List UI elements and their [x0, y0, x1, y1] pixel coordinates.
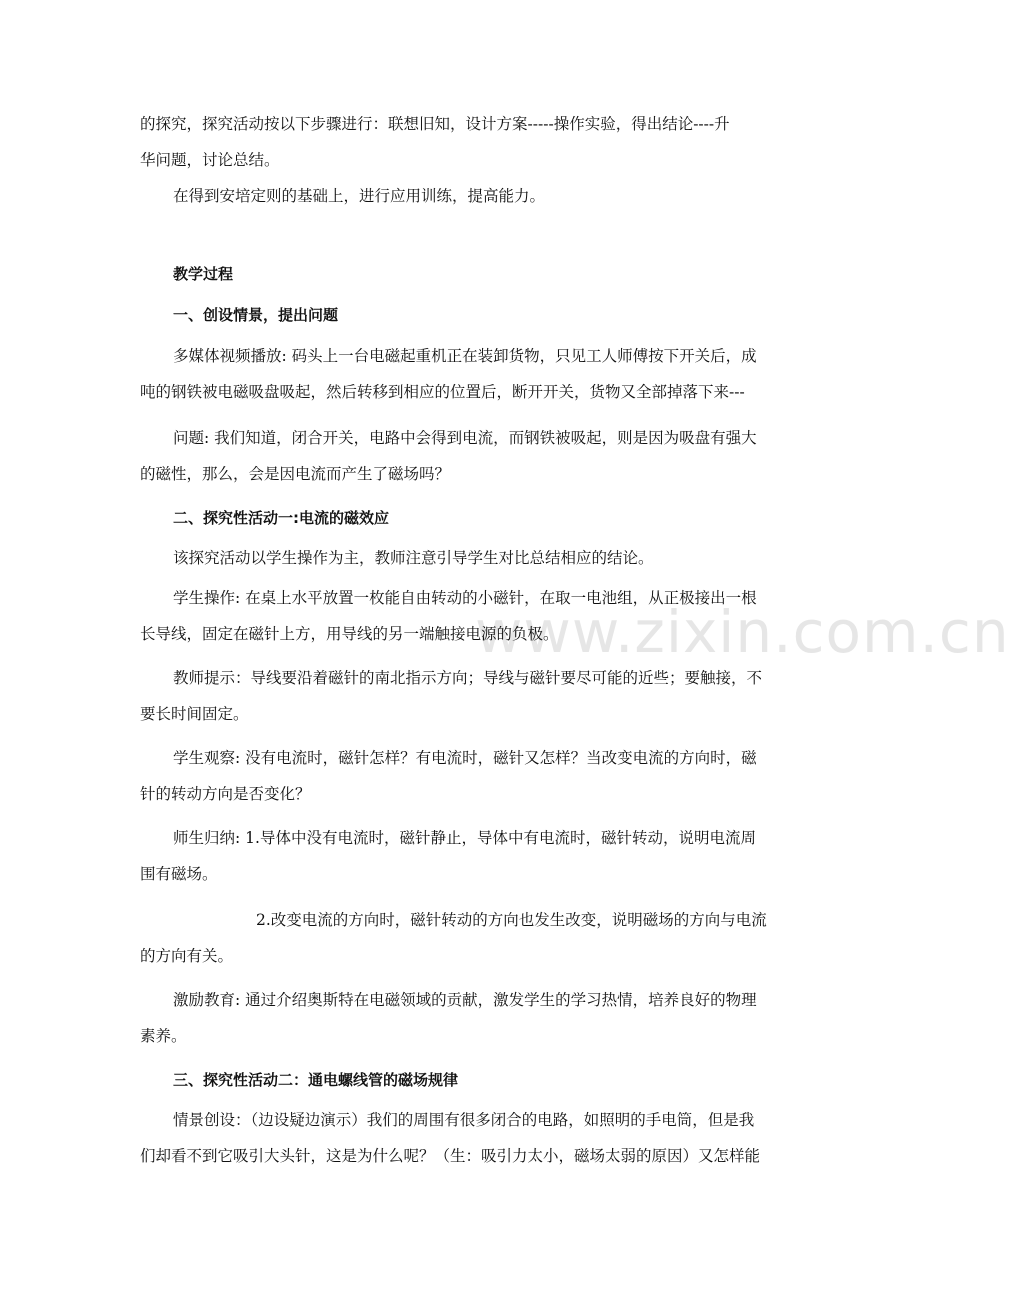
summary-paragraph — [140, 820, 785, 892]
section-1-title — [140, 297, 785, 333]
summary-point-2 — [140, 902, 785, 974]
section-2-title — [140, 500, 785, 536]
text-line: 多媒体视频播放: 码头上一台电磁起重机正在装卸货物，只见工人师傅按下开关后，成 — [173, 347, 757, 365]
text-line: 长导线，固定在磁针上方，用导线的另一端触接电源的负极。 — [140, 625, 559, 643]
text-line: 的方向有关。 — [140, 947, 234, 965]
text-line: 华问题，讨论总结。 — [140, 151, 280, 169]
text-line: 针的转动方向是否变化？ — [140, 785, 311, 803]
text-line: 吨的钢铁被电磁吸盘吸起，然后转移到相应的位置后，断开开关，货物又全部掉落下来--- — [140, 383, 745, 401]
section-heading: 教学过程 — [173, 265, 234, 283]
ampere-rule-paragraph — [140, 178, 785, 214]
activity-intro-paragraph — [140, 540, 785, 576]
question-paragraph — [140, 420, 785, 492]
video-paragraph — [140, 338, 785, 410]
text-line: 该探究活动以学生操作为主，教师注意引导学生对比总结相应的结论。 — [173, 549, 654, 567]
text-line: 要长时间固定。 — [140, 705, 249, 723]
student-operation-paragraph — [140, 580, 785, 652]
text-line: 2.改变电流的方向时，磁针转动的方向也发生改变，说明磁场的方向与电流 — [256, 911, 767, 929]
text-line: 学生观察: 没有电流时，磁针怎样？有电流时，磁针又怎样？当改变电流的方向时，磁 — [173, 749, 757, 767]
scenario-paragraph — [140, 1102, 785, 1174]
heading-teaching-process — [140, 256, 785, 292]
intro-paragraph — [140, 106, 785, 178]
section-heading: 一、创设情景，提出问题 — [173, 306, 339, 324]
section-3-title — [140, 1062, 785, 1098]
section-heading: 三、探究性活动二：通电螺线管的磁场规律 — [173, 1071, 459, 1089]
text-line: 素养。 — [140, 1027, 187, 1045]
text-line: 在得到安培定则的基础上，进行应用训练，提高能力。 — [173, 187, 546, 205]
section-heading: 二、探究性活动一:电流的磁效应 — [173, 509, 390, 527]
text-line: 的探究，探究活动按以下步骤进行：联想旧知，设计方案-----操作实验，得出结论----升 — [140, 115, 730, 133]
text-line: 情景创设：（边设疑边演示）我们的周围有很多闭合的电路，如照明的手电筒，但是我 — [173, 1111, 755, 1129]
student-observation-paragraph — [140, 740, 785, 812]
text-line: 问题: 我们知道，闭合开关，电路中会得到电流，而钢铁被吸起，则是因为吸盘有强大 — [173, 429, 757, 447]
text-line: 教师提示：导线要沿着磁针的南北指示方向；导线与磁针要尽可能的近些；要触接，不 — [173, 669, 763, 687]
teacher-tip-paragraph — [140, 660, 785, 732]
watermark: www.zixin.com.cn — [475, 598, 1010, 666]
text-line: 的磁性，那么，会是因电流而产生了磁场吗？ — [140, 465, 451, 483]
text-line: 学生操作: 在桌上水平放置一枚能自由转动的小磁针，在取一电池组，从正极接出一根 — [173, 589, 757, 607]
encouragement-paragraph — [140, 982, 785, 1054]
text-line: 们却看不到它吸引大头针，这是为什么呢？（生：吸引力太小，磁场太弱的原因）又怎样能 — [140, 1147, 761, 1165]
text-line: 激励教育: 通过介绍奥斯特在电磁领域的贡献，激发学生的学习热情，培养良好的物理 — [173, 991, 757, 1009]
text-line: 围有磁场。 — [140, 865, 218, 883]
text-line: 师生归纳: 1.导体中没有电流时，磁针静止，导体中有电流时，磁针转动，说明电流周 — [173, 829, 756, 847]
